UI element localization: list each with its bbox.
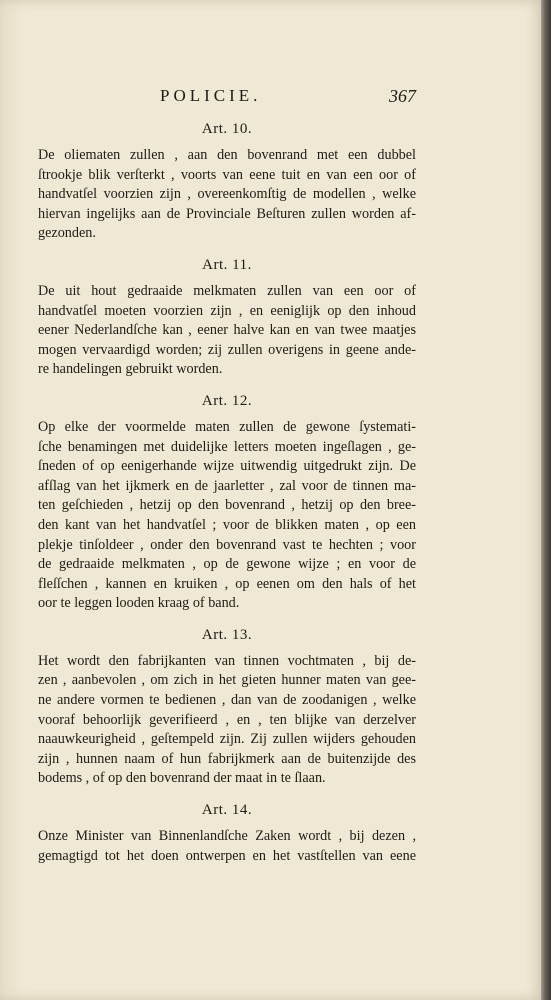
running-title: POLICIE.: [160, 86, 262, 105]
text-line: gemagtigd tot het doen ontwerpen en het vastſtellen van eene: [38, 847, 416, 864]
text-line: bodems , of op den bovenrand der maat in te ſlaan.: [38, 770, 326, 787]
text-line: vooraf behoorlijk geverifieerd , en , ten blijke van derzelver: [38, 711, 416, 728]
text-line: plekje tinſoldeer , onder den bovenrand vast te hechten ; voor: [38, 536, 416, 553]
text-line: ten geſchieden , hetzij op den bovenrand , hetzij op den bree-: [38, 497, 416, 514]
text-line: ſche benamingen met duidelijke letters moeten ingeſlagen , ge-: [38, 438, 416, 455]
page-edge: [541, 0, 551, 1000]
text-line: Op elke der voormelde maten zullen de gewone ſystemati-: [38, 418, 416, 435]
text-line: zijn , hunnen naam of hun fabrijkmerk aan de buitenzijde des: [38, 750, 416, 767]
text-line: Onze Minister van Binnenlandſche Zaken wordt , bij dezen ,: [38, 828, 416, 845]
text-line: ſneden of op eenigerhande wijze uitwendig uitgedrukt zijn. De: [38, 458, 416, 475]
text-line: ne andere vormen te bedienen , dan van de zoodanigen , welke: [38, 692, 416, 709]
article-paragraph: [38, 282, 416, 380]
text-line: naauwkeurigheid , geſtempeld zijn. Zij zullen wijders gehouden: [38, 731, 416, 748]
article-paragraph: [38, 146, 416, 244]
article-title: Art. 13.: [201, 626, 253, 643]
text-line: De oliematen zullen , aan den bovenrand met een dubbel: [38, 147, 416, 163]
text-line: gezonden.: [38, 225, 96, 242]
text-line: Het wordt den fabrijkanten van tinnen vochtmaten , bij de-: [38, 652, 416, 669]
article-paragraph: [38, 827, 416, 866]
text-line: afſlag van het ijkmerk en de jaarletter , zal voor de tinnen ma-: [38, 477, 416, 494]
text-line: de gedraaide melkmaten , op de gewone wijze ; en voor de: [38, 556, 416, 573]
article-paragraph: [38, 418, 416, 614]
text-line: zen , aanbevolen , om zich in het gieten hunner maten van gee-: [38, 672, 416, 689]
page-header: [38, 86, 418, 110]
text-line: re handelingen gebruikt worden.: [38, 361, 223, 378]
text-line: handvatſel moeten voorzien zijn , en eeniglijk op den inhoud: [38, 302, 416, 319]
page-body: [38, 116, 416, 866]
text-line: oor te leggen looden kraag of band.: [38, 595, 240, 612]
article-title: Art. 14.: [201, 802, 253, 819]
text-line: fleſſchen , kannen en kruiken , op eenen om den hals of het: [38, 575, 416, 592]
text-line: hiervan ingelijks aan de Provinciale Beſturen zullen worden af-: [38, 205, 416, 222]
text-line: ſtrookje blik verſterkt , voorts van eene tuit en van een oor of: [38, 166, 416, 183]
article-title: Art. 12.: [201, 392, 253, 409]
article-paragraph: [38, 652, 416, 789]
text-line: De uit hout gedraaide melkmaten zullen van een oor of: [38, 282, 416, 299]
text-line: eener Nederlandſche kan , eener halve kan en van twee maatjes: [38, 322, 416, 339]
article-title: Art. 10.: [201, 121, 253, 137]
text-line: den kant van het handvatſel ; voor de blikken maten , op een: [38, 516, 416, 533]
text-line: mogen vervaardigd worden; zij zullen overigens in geene ande-: [38, 341, 416, 358]
text-line: handvatſel voorzien zijn , overeenkomſtig de modellen , welke: [38, 186, 416, 203]
article-title: Art. 11.: [202, 256, 252, 273]
page-number: 367: [389, 86, 416, 106]
